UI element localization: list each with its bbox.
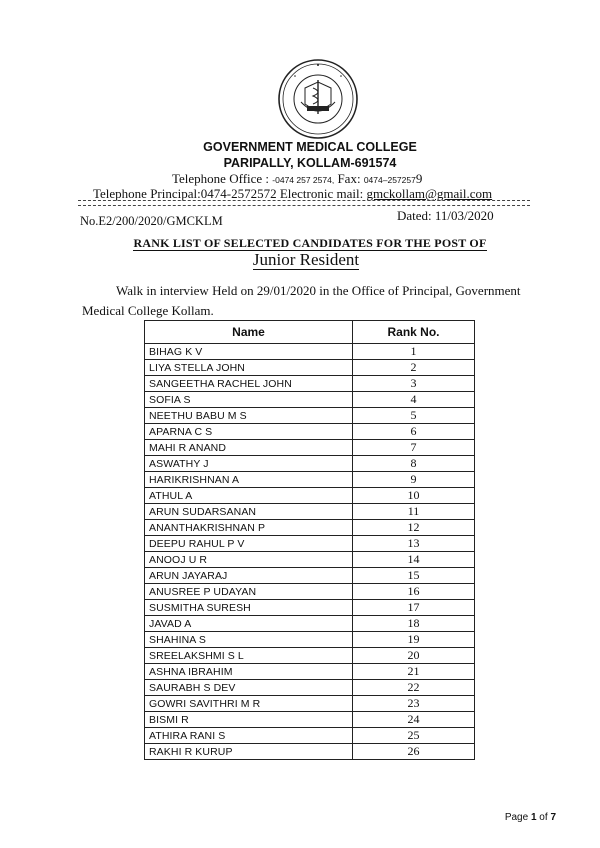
table-row [145,376,475,392]
fax-number: 0474–257257 [363,175,416,185]
candidate-rank: 16 [353,584,475,600]
candidate-name: GOWRI SAVITHRI M R [145,696,353,712]
candidate-name: NEETHU BABU M S [145,408,353,424]
table-row [145,664,475,680]
table-row [145,440,475,456]
table-row [145,360,475,376]
telephone-office-line [172,171,422,187]
candidate-rank: 6 [353,424,475,440]
candidate-rank: 15 [353,568,475,584]
candidate-name: SOFIA S [145,392,353,408]
reference-number: No.E2/200/2020/GMCKLM [80,214,223,228]
candidate-rank: 2 [353,360,475,376]
table-row [145,696,475,712]
candidate-name: ATHUL A [145,488,353,504]
candidate-name: ASWATHY J [145,456,353,472]
candidate-name: HARIKRISHNAN A [145,472,353,488]
telephone-office-number: -0474 257 2574, [272,175,335,185]
page-total: 7 [550,812,556,823]
candidate-name: APARNA C S [145,424,353,440]
candidate-rank: 5 [353,408,475,424]
table-row [145,552,475,568]
candidate-name: ANANTHAKRISHNAN P [145,520,353,536]
header-separator [78,200,530,206]
candidate-name: BISMI R [145,712,353,728]
candidate-rank: 23 [353,696,475,712]
rank-list-table [144,320,475,760]
table-row [145,632,475,648]
candidate-rank: 3 [353,376,475,392]
college-emblem-logo [277,58,359,140]
table-row [145,680,475,696]
candidate-name: DEEPU RAHUL P V [145,536,353,552]
rank-list-title: RANK LIST OF SELECTED CANDIDATES FOR THE POST OF [133,236,487,250]
table-row [145,728,475,744]
page-label: Page [504,812,531,823]
candidate-name: ARUN SUDARSANAN [145,504,353,520]
rank-column-header: Rank No. [353,321,475,344]
table-row [145,456,475,472]
candidate-name: SHAHINA S [145,632,353,648]
candidate-name: ANOOJ U R [145,552,353,568]
candidate-rank: 20 [353,648,475,664]
table-row [145,600,475,616]
candidate-name: SUSMITHA SURESH [145,600,353,616]
candidate-rank: 26 [353,744,475,760]
table-row [145,744,475,760]
candidate-name: ARUN JAYARAJ [145,568,353,584]
candidate-rank: 1 [353,344,475,360]
candidate-rank: 14 [353,552,475,568]
table-row [145,392,475,408]
candidate-rank: 24 [353,712,475,728]
candidate-name: ASHNA IBRAHIM [145,664,353,680]
rank-table-body [145,344,475,760]
post-name: Junior Resident [252,250,360,269]
page-number [505,812,556,823]
table-row [145,616,475,632]
candidate-name: MAHI R ANAND [145,440,353,456]
candidate-rank: 9 [353,472,475,488]
candidate-rank: 17 [353,600,475,616]
page-of: of [536,812,551,823]
page-current: 1 [530,812,537,823]
candidate-rank: 4 [353,392,475,408]
candidate-rank: 13 [353,536,475,552]
table-row [145,584,475,600]
candidate-rank: 21 [353,664,475,680]
table-header-row [145,321,475,344]
post-title [0,250,600,270]
table-row [145,472,475,488]
table-row [145,488,475,504]
candidate-rank: 12 [353,520,475,536]
candidate-rank: 8 [353,456,475,472]
rank-list-heading [0,236,600,251]
candidate-name: ATHIRA RANI S [145,728,353,744]
institution-name: GOVERNMENT MEDICAL COLLEGE [203,140,417,154]
candidate-name: SREELAKSHMI S L [145,648,353,664]
fax-label: Fax: [337,171,361,186]
table-row [145,520,475,536]
candidate-name: ANUSREE P UDAYAN [145,584,353,600]
candidate-rank: 22 [353,680,475,696]
institution-address: PARIPALLY, KOLLAM-691574 [223,156,397,170]
table-row [145,408,475,424]
table-row [145,568,475,584]
table-row [145,712,475,728]
candidate-name: RAKHI R KURUP [145,744,353,760]
candidate-rank: 11 [353,504,475,520]
intro-paragraph: Walk in interview Held on 29/01/2020 in the Office of Principal, Government Medical College Kollam. [82,283,521,318]
table-row [145,424,475,440]
table-row [145,536,475,552]
document-date: Dated: 11/03/2020 [397,208,494,223]
candidate-name: LIYA STELLA JOHN [145,360,353,376]
principal-telephone: Telephone Principal:0474-2572572 Electronic mail: [93,186,364,201]
table-row [145,504,475,520]
candidate-rank: 19 [353,632,475,648]
table-row [145,344,475,360]
email-link[interactable]: gmckollam@gmail.com [366,186,493,201]
candidate-name: JAVAD A [145,616,353,632]
candidate-name: BIHAG K V [145,344,353,360]
table-row [145,648,475,664]
candidate-name: SANGEETHA RACHEL JOHN [145,376,353,392]
candidate-rank: 7 [353,440,475,456]
candidate-name: SAURABH S DEV [145,680,353,696]
name-column-header: Name [145,321,353,344]
fax-number-last-digit: 9 [415,171,423,186]
candidate-rank: 25 [353,728,475,744]
candidate-rank: 10 [353,488,475,504]
candidate-rank: 18 [353,616,475,632]
telephone-office-label: Telephone Office : [172,171,270,186]
